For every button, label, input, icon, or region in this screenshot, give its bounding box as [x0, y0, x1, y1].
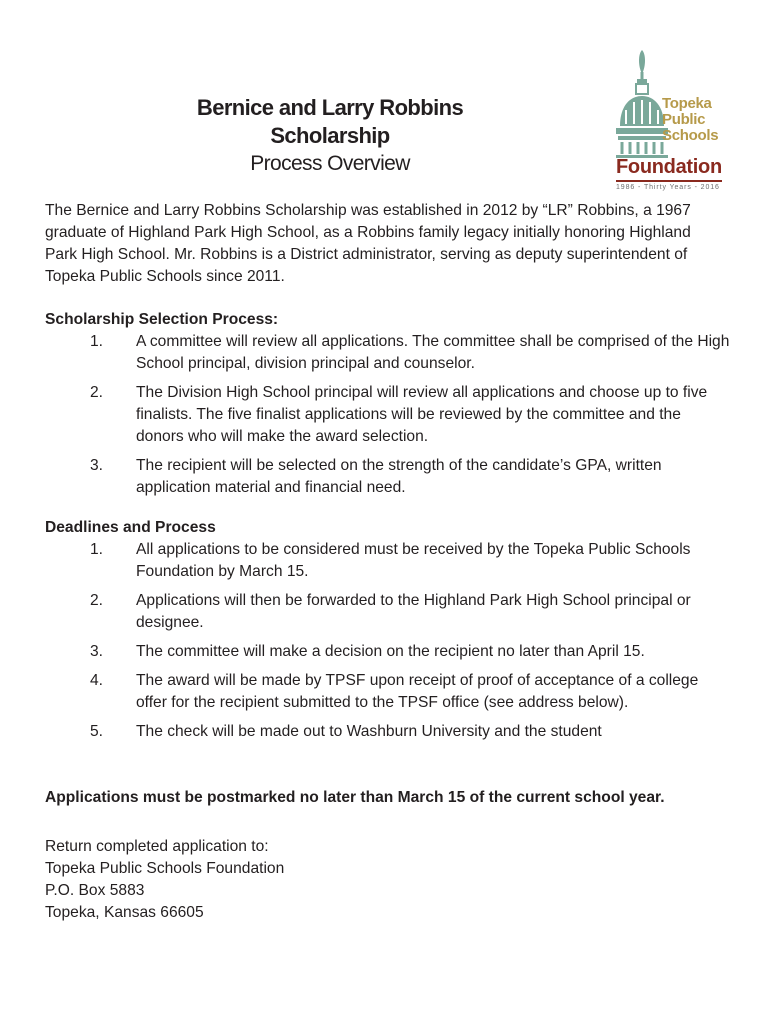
- address-label: Return completed application to:: [45, 838, 269, 855]
- logo-foundation-word: Foundation: [616, 156, 722, 178]
- document-header: [140, 94, 520, 178]
- address-line-po-box: P.O. Box 5883: [45, 882, 145, 899]
- address-line-organization: Topeka Public Schools Foundation: [45, 860, 285, 877]
- logo-years: 1986 - Thirty Years - 2016: [616, 184, 720, 191]
- document-subtitle: Process Overview: [250, 152, 410, 175]
- logo-word-schools: Schools: [662, 127, 719, 144]
- list-item: 1. All applications to be considered must be received by the Topeka Public Schools Foundation by March 15.: [90, 541, 691, 580]
- list-item: 3. The committee will make a decision on the recipient no later than April 15.: [90, 643, 645, 660]
- intro-paragraph: The Bernice and Larry Robbins Scholarship was established in 2012 by “LR” Robbins, a 1967 graduate of Highland Park High School, as a Robbins family legacy initially honoring Highland Park High School. Mr. Robbins is a District administrator, serving as deputy superintendent of Topeka Public Schools since 2011.: [45, 202, 691, 285]
- list-item: 5. The check will be made out to Washburn University and the student: [90, 723, 602, 740]
- deadlines-list: [45, 539, 730, 750]
- list-item: 1. A committee will review all applications. The committee shall be comprised of the High School principal, division principal and counselor.: [90, 333, 730, 372]
- logo-word-topeka: Topeka: [662, 95, 712, 112]
- document-title: Bernice and Larry Robbins Scholarship: [196, 95, 464, 148]
- logo-word-public: Public: [662, 111, 706, 128]
- selection-list: [45, 331, 730, 506]
- list-item: 3. The recipient will be selected on the strength of the candidate’s GPA, written application material and financial need.: [90, 457, 662, 496]
- list-item: 4. The award will be made by TPSF upon receipt of proof of acceptance of a college offer for the recipient submitted to the TPSF office (see address below).: [90, 672, 699, 711]
- mailing-address: [45, 836, 284, 924]
- postmark-notice: Applications must be postmarked no later than March 15 of the current school year.: [45, 789, 665, 806]
- list-item: 2. Applications will then be forwarded to the Highland Park High School principal or designee.: [90, 592, 691, 631]
- selection-heading: Scholarship Selection Process:: [45, 311, 279, 328]
- address-line-city: Topeka, Kansas 66605: [45, 904, 204, 921]
- logo-wordmark: [662, 96, 718, 144]
- deadlines-heading: Deadlines and Process: [45, 519, 216, 536]
- list-item: 2. The Division High School principal will review all applications and choose up to five finalists. The five finalist applications will be reviewed by the committee and the donors who will make the award selection.: [90, 384, 708, 445]
- logo-divider: [616, 180, 722, 182]
